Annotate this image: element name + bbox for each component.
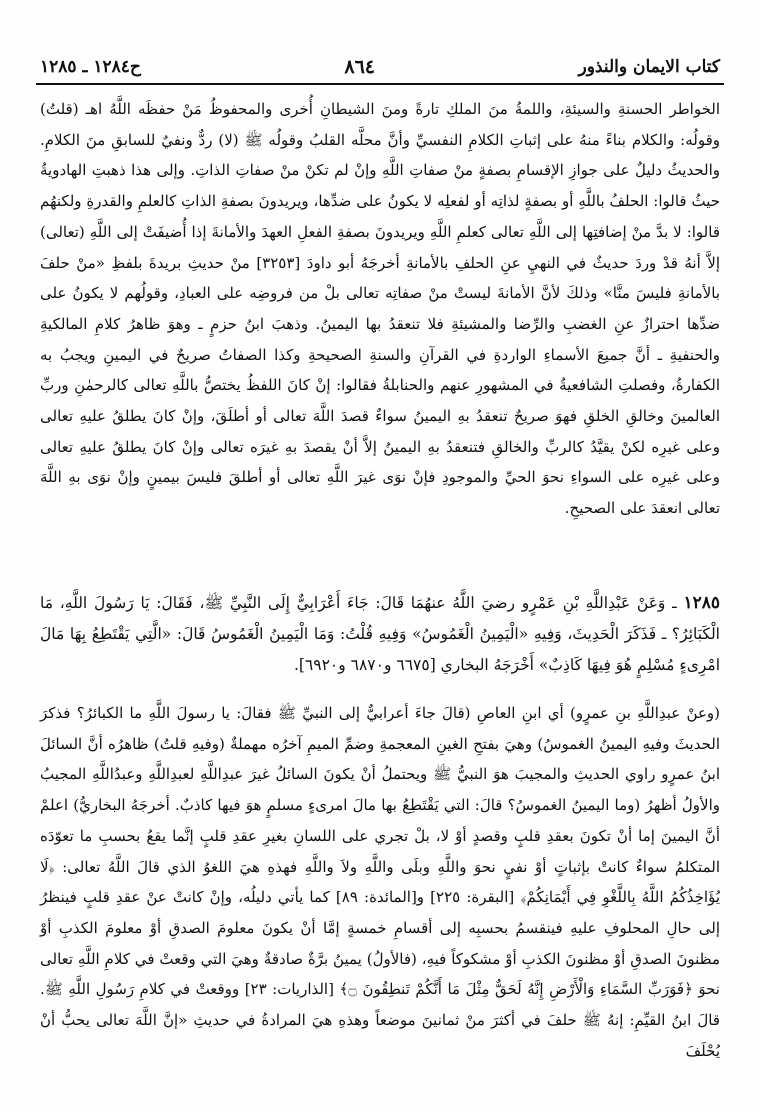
hadith-block	[40, 588, 720, 681]
header-rule	[36, 83, 724, 85]
commentary-top	[40, 94, 720, 524]
hadith-number: ١٢٨٥	[683, 593, 720, 613]
hadith-paragraph	[40, 588, 720, 681]
commentary-bottom	[40, 698, 720, 1066]
page-number: ٨٦٤	[344, 56, 376, 78]
commentary-bottom-text: (وعنْ عبدِاللَّهِ بنِ عمرٍو) أي ابنِ العاصِ (قالَ جاءَ أعرابيٌّ إلى النبيِّ ﷺ فقالَ: يا رسولَ اللَّهِ ما الكبائرُ؟ فذكرَ الحديثَ وفيهِ اليمينُ الغموسُ) وهيَ بفتحِ الغينِ المعجمةِ وضمِّ الميمِ آخرُه مهملةٌ (وفيهِ قلتُ) ظاهرُه أنَّ السائلَ ابنُ عمرٍو راوي الحديثِ والمجيبَ هوَ النبيُّ ﷺ ويحتملُ أنْ يكونَ السائلُ غيرَ عبدِاللَّهِ لعبدِاللَّهِ وعبدُاللَّهِ المجيبُ والأولُ أظهرُ (وما اليمينُ الغموسُ؟ قالَ: التي يَقْتَطِعُ بها مالَ امرىءٍ مسلمٍ هوَ فيها كاذبٌ. أخرجَهُ البخاريُّ) اعلمْ أنَّ اليمينَ إما أنْ تكونَ بعقدِ قلبٍ وقصدٍ أوْ لا، بلْ تجري على اللسانِ بغيرِ عقدِ قلبٍ إنَّما يقعُ بحسبِ ما تعوّدَه المتكلمُ سواءٌ كانتْ بإثباتٍ أوْ نفيٍ نحوَ واللَّهِ وبلَى واللَّهِ ولاَ واللَّهِ فهذهِ هيَ اللغوُ الذي قالَ اللَّهُ تعالى: ﴿لَا يُؤَاخِذُكُمُ اللَّهُ بِاللَّغْوِ فِي أَيْمَانِكُمْ﴾ [البقرة: ٢٢٥] و[المائدة: ٨٩] كما يأتي دليلُه، وإنْ كانتْ عنْ عقدِ قلبٍ فينظرُ إلى حالِ المحلوفِ عليهِ فينقسمُ بحسبِه إلى أقسامِ خمسةٍ إمَّا أنْ يكونَ معلومَ الصدقِ أوْ معلومَ الكذبِ أوْ مظنونَ الصدقِ أوْ مظنونَ الكذبِ أوْ مشكوكاً فيهِ، (فالأولُ) يمينُ برَّةٌ صادقةٌ وهيَ التي وقعتْ في كلامِ اللَّهِ تعالى نحوَ ﴿فَوَرَبِّ السَّمَاءِ وَالْأَرْضِ إِنَّهُ لَحَقٌّ مِثْلَ مَا أَنَّكُمْ تَنطِقُونَ ۝﴾ [الذاريات: ٢٣] ووقعتْ في كلامِ رَسُولِ اللَّهِ ﷺ. قالَ ابنُ القيِّمِ: إنهُ ﷺ حلفَ في أكثرَ منْ ثمانينَ موضعاً وهذهِ هيَ المرادةُ في حديثِ «إنَّ اللَّهَ تعالى يحبُّ أنْ يُحْلَفَ	[40, 704, 721, 1060]
commentary-top-text: الخواطر الحسنةِ والسيئةِ، واللمةُ منَ الملكِ تارةً ومنَ الشيطانِ أُخرى والمحفوظُ مَنْ حفظَه اللَّهُ اهـ (قلتُ) وقولُه: والكلام بناءً منهُ على إثباتِ الكلامِ النفسيِّ وأنَّ محلَّه القلبُ وقولُه ﷺ (لا) ردٌّ ونفيٌ للسابقِ منَ الكلامِ. والحديثُ دليلٌ على جوازِ الإقسامِ بصفةٍ منْ صفاتِ اللَّهِ وإنْ لم تكنْ منْ صفاتِ الذاتِ. وإلى هذا ذهبتِ الهادويةُ حيثُ قالوا: الحلفُ باللَّهِ أو بصفةٍ لذاتِه أو لفعلِه لا يكونُ على ضدِّها، ويريدونَ بصفةِ الذاتِ كالعلمِ والقدرةِ ولكنهُم قالوا: لا بدَّ منْ إضافتِها إلى اللَّهِ تعالى كعلمِ اللَّهِ ويريدونَ بصفةِ الفعلِ العهدَ والأمانةَ إذا أُضيفَتْ إلى اللَّهِ (تعالى) إلاَّ أنهُ قدْ وردَ حديثٌ في النهيِ عنِ الحلفِ بالأمانةِ أخرجَهُ أبو داودَ [٣٢٥٣] منْ حديثِ بريدةَ بلفظِ «منْ حلفَ بالأمانةِ فليسَ منَّا» وذلكَ لأنَّ الأمانةَ ليستْ منْ صفاتِه تعالى بلْ من فروضِه على العبادِ، وقولُهم لا يكونُ على ضدِّها احترازٌ عنِ الغضبِ والرِّضا والمشيئةِ فلا تنعقدُ بها اليمينُ. وذهبَ ابنُ حزمٍ ـ وهوَ ظاهرُ كلامِ المالكيةِ والحنفيةِ ـ أنَّ جميعَ الأسماءِ الواردةِ في القرآنِ والسنةِ الصحيحةِ وكذا الصفاتُ صريحٌ في اليمينِ ويجبُ به الكفارةُ، وفصلتِ الشافعيةُ في المشهورِ عنهم والحنابلةُ فقالوا: إنْ كانَ اللفظُ يختصُّ باللَّهِ تعالى كالرحمٰنِ وربِّ العالمينَ وخالقِ الخلقِ فهوَ صريحٌ تنعقدُ بهِ اليمينُ سواءٌ قصدَ اللَّهَ تعالى أو أطلَقَ، وإنْ كانَ يطلقُ عليهِ تعالى وعلى غيرِه لكنْ يقيَّدُ كالربِّ والخالقِ فتنعقدُ بهِ اليمينُ إلاَّ أنْ يقصدَ بهِ غيرَه تعالى وإنْ كانَ يطلقُ عليهِ تعالى وعلى غيرِه على السواءِ نحوَ الحيِّ والموجودِ فإنْ نوَى غيرَ اللَّهِ تعالى أو أطلقَ فليسَ بيمينٍ وإنْ نوَى بهِ اللَّهَ تعالى انعقدَ على الصحيحِ.	[40, 100, 721, 518]
running-header	[40, 54, 720, 80]
hadith-text: ـ وَعَنْ عَبْدِاللَّهِ بْنِ عَمْرٍو رضيَ اللَّهُ عنهُمَا قَالَ: جَاءَ أَعْرَابِيٌّ إِلَى النَّبِيِّ ﷺ، فَقَالَ: يَا رَسُولَ اللَّهِ، مَا الْكَبَائِرُ؟ ـ فَذَكَرَ الْحَدِيثَ، وَفِيهِ «الْيَمِينُ الْغَمُوسُ» وَفِيهِ قُلْتُ: وَمَا الْيَمِينُ الْغَمُوسُ قَالَ: «الَّتِي يَقْتَطِعُ بِهَا مَالَ امْرِىءٍ مُسْلِمٍ هُوَ فِيهَا كَاذِبٌ» أَخْرَجَهُ البخاري [٦٦٧٥ و٦٨٧٠ و٦٩٢٠].	[40, 594, 720, 674]
hadith-range: ح١٢٨٤ ـ ١٢٨٥	[40, 57, 141, 77]
book-title: كتاب الايمان والنذور	[578, 57, 720, 77]
